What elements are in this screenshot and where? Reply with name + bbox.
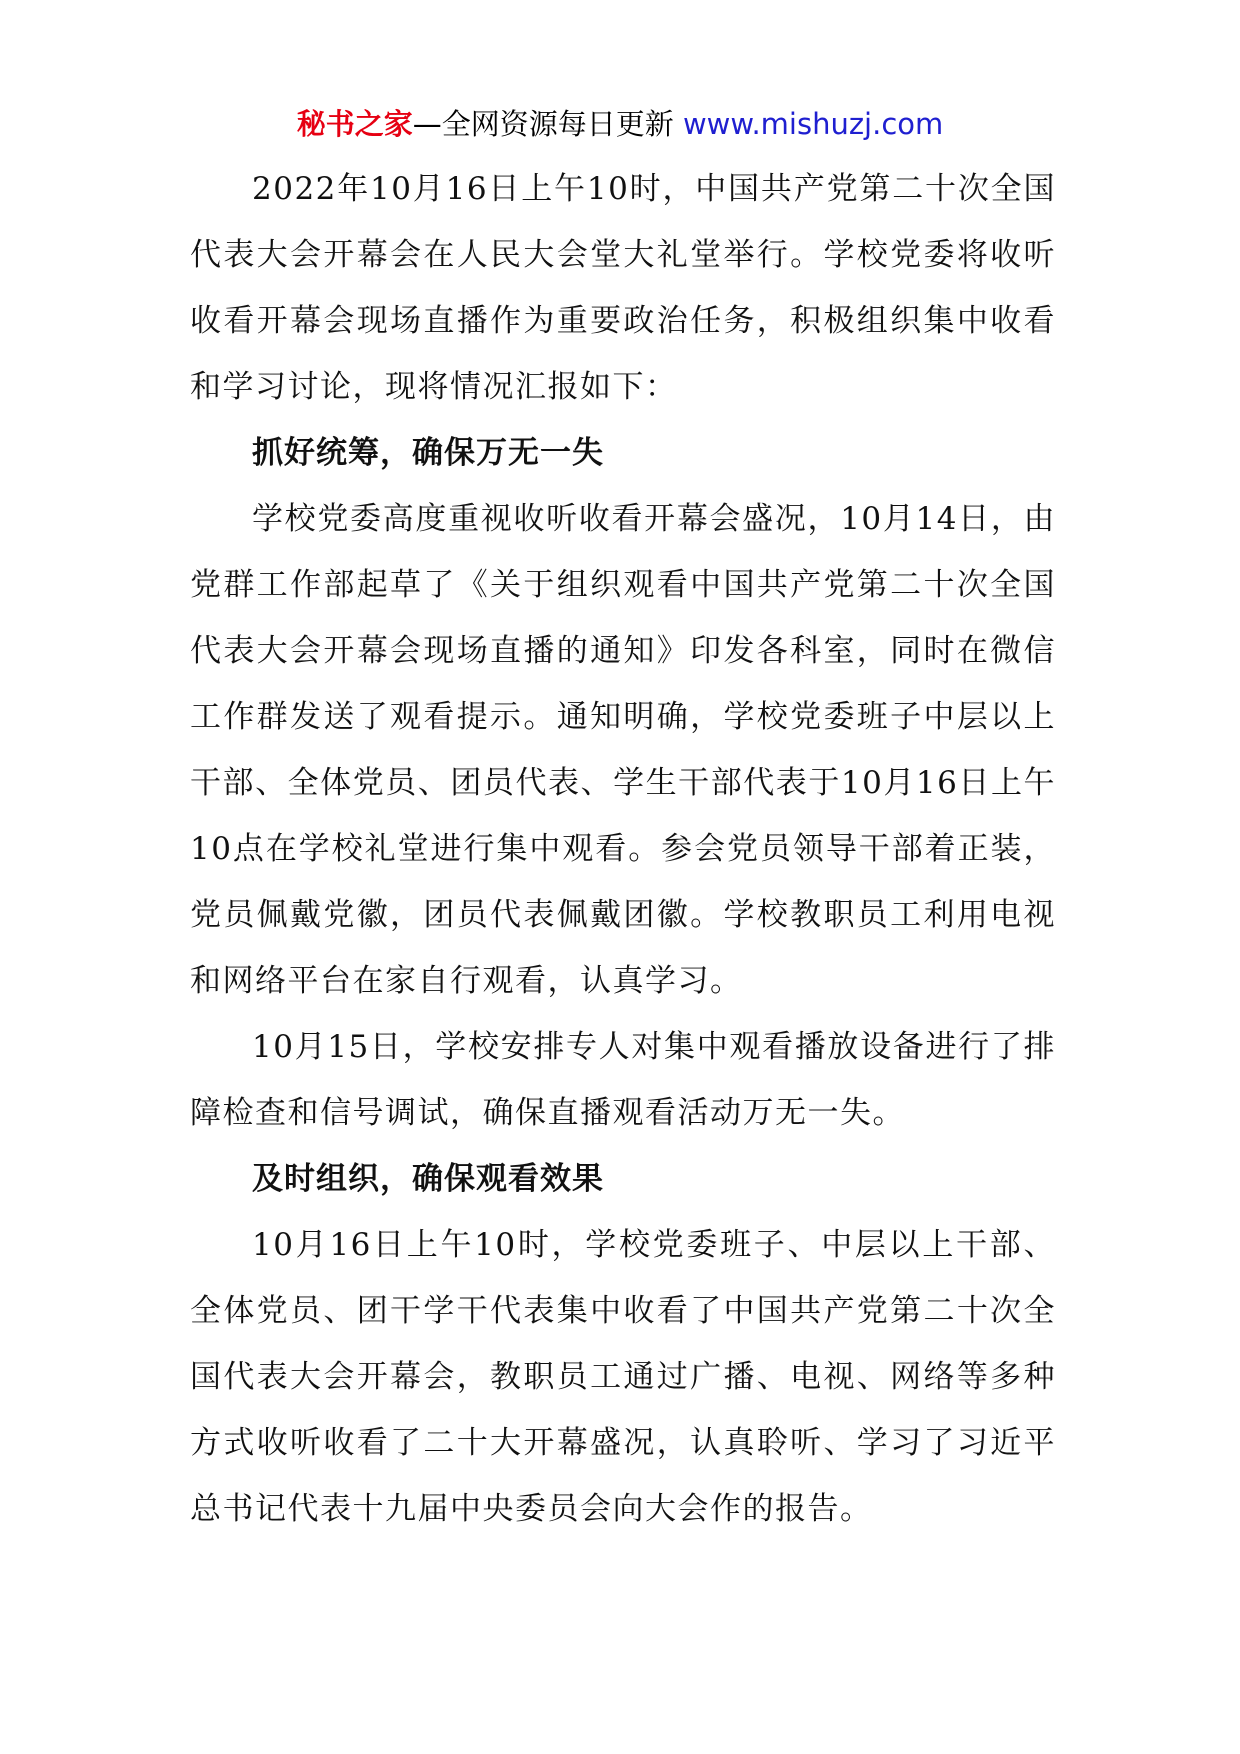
section-heading-1: 抓好统筹，确保万无一失 [252, 435, 604, 471]
section-1-paragraph-2: 10月15日，学校安排专人对集中观看播放设备进行了排障检查和信号调试，确保直播观看活动万无一失。 [190, 1029, 1056, 1131]
intro-paragraph: 2022年10月16日上午10时，中国共产党第二十次全国代表大会开幕会在人民大会堂大礼堂举行。学校党委将收听收看开幕会现场直播作为重要政治任务，积极组织集中收看和学习讨论，现将情况汇报如下： [190, 171, 1056, 405]
section-heading-2: 及时组织，确保观看效果 [252, 1161, 604, 1197]
section-2-paragraph-1: 10月16日上午10时，学校党委班子、中层以上干部、全体党员、团干学干代表集中收看了中国共产党第二十次全国代表大会开幕会，教职员工通过广播、电视、网络等多种方式收听收看了二十大开幕盛况，认真聆听、学习了习近平总书记代表十九届中央委员会向大会作的报告。 [190, 1227, 1056, 1527]
brand-name: 秘书之家 [296, 107, 413, 141]
header-tagline: —全网资源每日更新 [412, 107, 674, 141]
document-body [190, 156, 1056, 1542]
page-header [0, 100, 1240, 148]
site-url-link[interactable]: www.mishuzj.com [682, 107, 944, 141]
section-1-paragraph-1: 学校党委高度重视收听收看开幕会盛况，10月14日，由党群工作部起草了《关于组织观看中国共产党第二十次全国代表大会开幕会现场直播的通知》印发各科室，同时在微信工作群发送了观看提示。通知明确，学校党委班子中层以上干部、全体党员、团员代表、学生干部代表于10月16日上午10点在学校礼堂进行集中观看。参会党员领导干部着正装，党员佩戴党徽，团员代表佩戴团徽。学校教职员工利用电视和网络平台在家自行观看，认真学习。 [190, 501, 1056, 999]
